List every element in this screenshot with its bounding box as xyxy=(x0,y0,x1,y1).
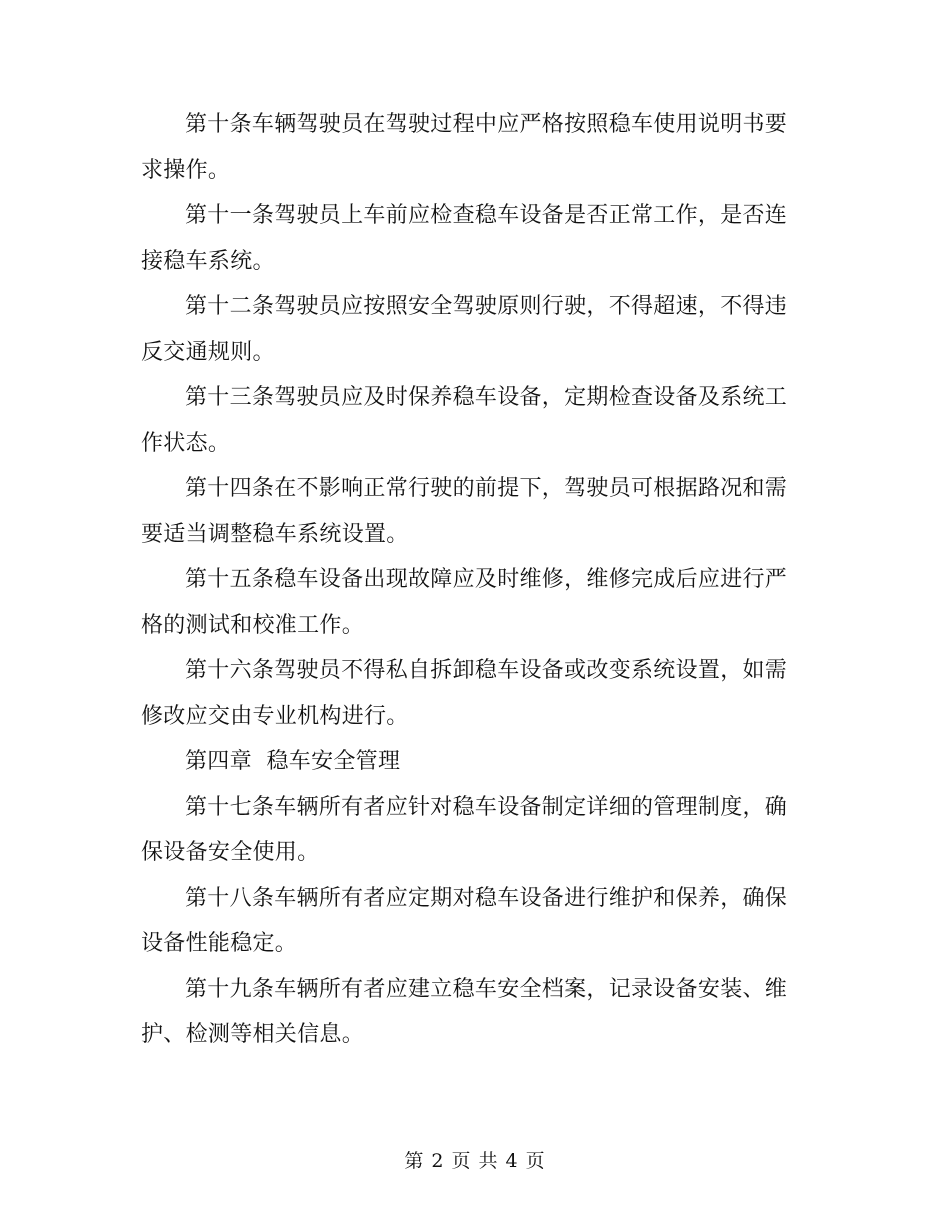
article-17: 第十七条车辆所有者应针对稳车设备制定详细的管理制度，确保设备安全使用。 xyxy=(141,794,788,865)
chapter-heading: 第四章 稳车安全管理 xyxy=(185,749,401,774)
article-13: 第十三条驾驶员应及时保养稳车设备，定期检查设备及系统工作状态。 xyxy=(141,385,788,456)
article-14: 第十四条在不影响正常行驶的前提下，驾驶员可根据路况和需要适当调整稳车系统设置。 xyxy=(141,476,788,547)
document-body xyxy=(141,102,797,1058)
article-12: 第十二条驾驶员应按照安全驾驶原则行驶，不得超速，不得违反交通规则。 xyxy=(141,294,788,365)
article-18: 第十八条车辆所有者应定期对稳车设备进行维护和保养，确保设备性能稳定。 xyxy=(141,885,788,956)
article-19: 第十九条车辆所有者应建立稳车安全档案，记录设备安装、维护、检测等相关信息。 xyxy=(141,976,788,1047)
article-16: 第十六条驾驶员不得私自拆卸稳车设备或改变系统设置，如需修改应交由专业机构进行。 xyxy=(141,658,788,729)
article-11: 第十一条驾驶员上车前应检查稳车设备是否正常工作，是否连接稳车系统。 xyxy=(141,203,788,274)
page-number-footer: 第 2 页 共 4 页 xyxy=(404,1150,546,1172)
article-10: 第十条车辆驾驶员在驾驶过程中应严格按照稳车使用说明书要求操作。 xyxy=(141,112,788,183)
article-15: 第十五条稳车设备出现故障应及时维修，维修完成后应进行严格的测试和校准工作。 xyxy=(141,567,788,638)
